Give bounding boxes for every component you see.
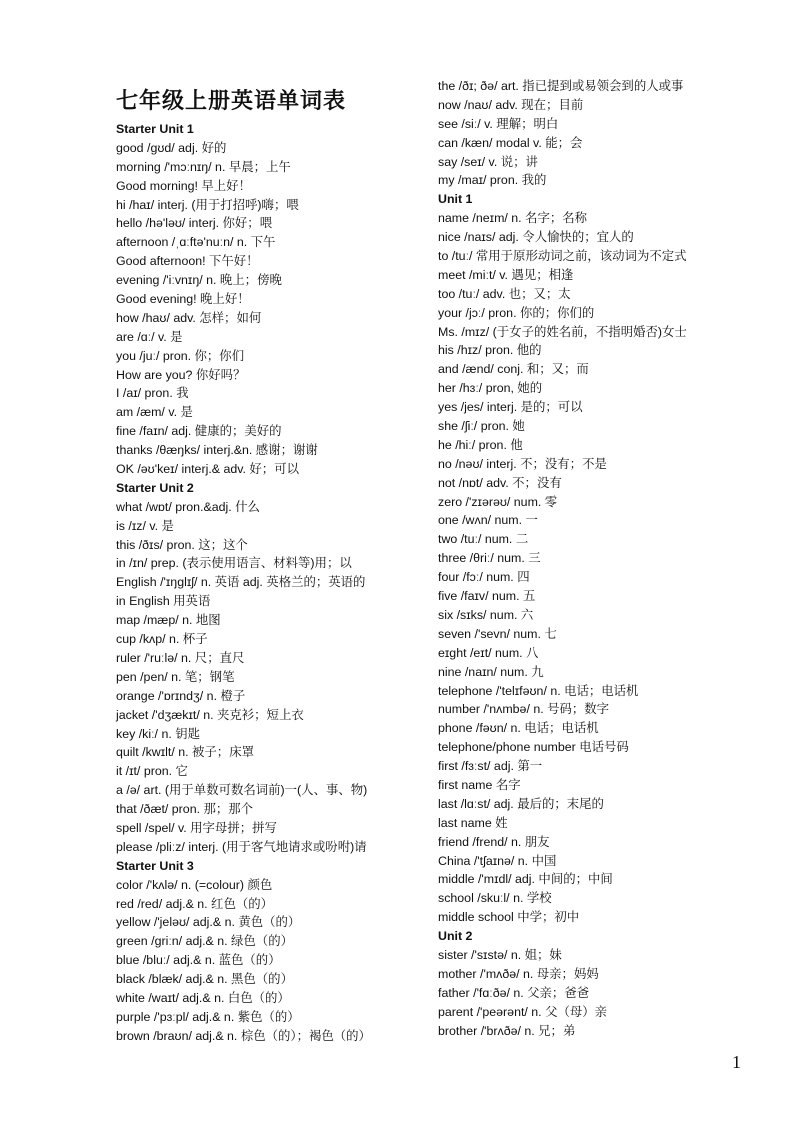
vocabulary-entry: spell /spel/ v. 用字母拼；拼写 [116, 820, 277, 835]
vocabulary-entry: thanks /θæŋks/ interj.&n. 感谢；谢谢 [116, 443, 318, 458]
vocabulary-entry: too /tuː/ adv. 也；又；太 [438, 286, 571, 301]
vocabulary-entry: Good morning! 早上好！ [116, 178, 251, 193]
vocabulary-entry: pen /pen/ n. 笔；钢笔 [116, 669, 235, 684]
vocabulary-entry: key /kiː/ n. 钥匙 [116, 726, 200, 741]
vocabulary-entry: number /'nʌmbə/ n. 号码；数字 [438, 702, 610, 717]
vocabulary-entry: he /hiː/ pron. 他 [438, 437, 523, 452]
vocabulary-entry: not /nɒt/ adv. 不；没有 [438, 475, 562, 490]
vocabulary-entry: black /blæk/ adj.& n. 黑色（的） [116, 972, 293, 987]
vocabulary-entry: seven /'sevn/ num. 七 [438, 626, 557, 641]
vocabulary-entry: eɪght /eɪt/ num. 八 [438, 645, 539, 660]
vocabulary-entry: name /neɪm/ n. 名字；名称 [438, 211, 588, 226]
vocabulary-entry: zero /'zɪərəʊ/ num. 零 [438, 494, 558, 509]
vocabulary-entry: the /ðɪ; ðə/ art. 指已提到或易领会到的人或事 [438, 79, 684, 93]
vocabulary-column-left [116, 120, 446, 1046]
vocabulary-entry: brother /'brʌðə/ n. 兄；弟 [438, 1023, 576, 1038]
unit-heading: Starter Unit 2 [116, 480, 194, 495]
vocabulary-entry: morning /'mɔːnɪŋ/ n. 早晨；上午 [116, 159, 291, 174]
vocabulary-entry: four /fɔː/ num. 四 [438, 570, 530, 585]
page-title: 七年级上册英语单词表 [116, 89, 347, 114]
vocabulary-entry: telephone/phone number 电话号码 [438, 740, 629, 755]
vocabulary-entry: green /griːn/ adj.& n. 绿色（的） [116, 934, 293, 949]
unit-heading: Starter Unit 1 [116, 122, 194, 136]
vocabulary-entry: white /waɪt/ adj.& n. 白色（的） [116, 990, 290, 1005]
vocabulary-entry: three /θriː/ num. 三 [438, 551, 541, 566]
vocabulary-entry: phone /fəʊn/ n. 电话；电话机 [438, 721, 599, 736]
vocabulary-entry: first name 名字 [438, 777, 521, 792]
vocabulary-entry: middle school 中学；初中 [438, 910, 580, 925]
vocabulary-entry: her /hɜː/ pron, 她的 [438, 381, 543, 396]
vocabulary-entry: last name 姓 [438, 815, 508, 830]
vocabulary-entry: it /ɪt/ pron. 它 [116, 764, 188, 779]
vocabulary-entry: blue /bluː/ adj.& n. 蓝色（的） [116, 953, 281, 968]
vocabulary-entry: no /nəʊ/ interj. 不；没有；不是 [438, 456, 607, 471]
vocabulary-entry: now /naʊ/ adv. 现在；目前 [438, 97, 584, 112]
vocabulary-entry: purple /'pɜːpl/ adj.& n. 紫色（的） [116, 1009, 300, 1024]
vocabulary-entry: a /ə/ art. (用于单数可数名词前)一(人、事、物) [116, 783, 368, 798]
vocabulary-entry: in English 用英语 [116, 594, 211, 609]
vocabulary-entry: I /aɪ/ pron. 我 [116, 386, 189, 401]
vocabulary-entry: orange /'ɒrɪndʒ/ n. 橙子 [116, 688, 246, 703]
vocabulary-entry: what /wɒt/ pron.&adj. 什么 [116, 499, 260, 514]
vocabulary-entry: color /'kʌlə/ n. (=colour) 颜色 [116, 877, 273, 892]
vocabulary-entry: school /skuːl/ n. 学校 [438, 891, 552, 906]
vocabulary-entry: my /maɪ/ pron. 我的 [438, 173, 547, 188]
vocabulary-entry: that /ðæt/ pron. 那；那个 [116, 802, 254, 817]
vocabulary-entry: five /faɪv/ num. 五 [438, 589, 536, 604]
vocabulary-entry: you /juː/ pron. 你；你们 [116, 348, 245, 363]
vocabulary-entry: last /lɑːst/ adj. 最后的；末尾的 [438, 796, 604, 811]
vocabulary-entry: Ms. /mɪz/ (于女子的姓名前，不指明婚否)女士 [438, 324, 687, 339]
vocabulary-entry: fine /faɪn/ adj. 健康的；美好的 [116, 424, 282, 439]
vocabulary-entry: quilt /kwɪlt/ n. 被子；床罩 [116, 745, 254, 760]
vocabulary-entry: hello /hə'ləʊ/ interj. 你好；喂 [116, 216, 273, 231]
vocabulary-entry: red /red/ adj.& n. 红色（的） [116, 896, 274, 911]
vocabulary-entry: this /ðɪs/ pron. 这；这个 [116, 537, 248, 552]
vocabulary-entry: say /seɪ/ v. 说；讲 [438, 154, 538, 169]
unit-heading: Unit 2 [438, 929, 473, 944]
vocabulary-entry: can /kæn/ modal v. 能；会 [438, 135, 583, 150]
vocabulary-entry: cup /kʌp/ n. 杯子 [116, 632, 208, 647]
vocabulary-entry: see /siː/ v. 理解；明白 [438, 116, 559, 131]
vocabulary-entry: afternoon /ˌɑːftə'nuːn/ n. 下午 [116, 235, 276, 250]
vocabulary-entry: to /tuː/ 常用于原形动词之前，该动词为不定式 [438, 249, 687, 264]
vocabulary-entry: nice /naɪs/ adj. 令人愉快的；宜人的 [438, 230, 634, 245]
unit-heading: Unit 1 [438, 192, 473, 207]
vocabulary-entry: is /ɪz/ v. 是 [116, 518, 174, 533]
vocabulary-entry: mother /'mʌðə/ n. 母亲；妈妈 [438, 966, 599, 981]
vocabulary-entry: nine /naɪn/ num. 九 [438, 664, 544, 679]
vocabulary-entry: friend /frend/ n. 朋友 [438, 834, 550, 849]
vocabulary-entry: OK /əʊ'keɪ/ interj.& adv. 好；可以 [116, 462, 299, 477]
vocabulary-entry: and /ænd/ conj. 和；又；而 [438, 362, 589, 377]
vocabulary-entry: Good afternoon! 下午好！ [116, 254, 259, 269]
vocabulary-entry: middle /'mɪdl/ adj. 中间的；中间 [438, 872, 613, 887]
vocabulary-entry: hi /haɪ/ interj. (用于打招呼)嗨；喂 [116, 197, 299, 212]
vocabulary-entry: good /gʊd/ adj. 好的 [116, 140, 227, 155]
vocabulary-entry: evening /'iːvnɪŋ/ n. 晚上；傍晚 [116, 273, 282, 288]
unit-heading: Starter Unit 3 [116, 858, 194, 873]
vocabulary-entry: in /ɪn/ prep. (表示使用语言、材料等)用；以 [116, 556, 352, 571]
vocabulary-entry: ruler /'ruːlə/ n. 尺；直尺 [116, 650, 245, 665]
vocabulary-entry: meet /miːt/ v. 遇见；相逢 [438, 267, 574, 282]
vocabulary-entry: jacket /'dʒækɪt/ n. 夹克衫；短上衣 [116, 707, 304, 722]
vocabulary-entry: sister /'sɪstə/ n. 姐；妹 [438, 947, 562, 962]
vocabulary-entry: how /haʊ/ adv. 怎样；如何 [116, 310, 262, 325]
vocabulary-entry: brown /braʊn/ adj.& n. 棕色（的）；褐色（的） [116, 1028, 371, 1043]
vocabulary-entry: China /'tʃaɪnə/ n. 中国 [438, 853, 557, 868]
vocabulary-entry: one /wʌn/ num. 一 [438, 513, 538, 528]
vocabulary-entry: yes /jes/ interj. 是的；可以 [438, 400, 583, 415]
vocabulary-entry: How are you? 你好吗？ [116, 367, 246, 382]
vocabulary-entry: please /pliːz/ interj. (用于客气地请求或吩咐)请 [116, 839, 367, 854]
vocabulary-entry: your /jɔː/ pron. 你的；你们的 [438, 305, 595, 320]
vocabulary-entry: map /mæp/ n. 地图 [116, 613, 221, 628]
vocabulary-column-right [438, 77, 768, 1040]
vocabulary-entry: telephone /'telɪfəʊn/ n. 电话；电话机 [438, 683, 639, 698]
vocabulary-entry: yellow /'jeləʊ/ adj.& n. 黄色（的） [116, 915, 301, 930]
vocabulary-entry: first /fɜːst/ adj. 第一 [438, 759, 543, 774]
vocabulary-entry: six /sɪks/ num. 六 [438, 607, 534, 622]
vocabulary-entry: Good evening! 晚上好！ [116, 292, 250, 307]
vocabulary-entry: father /'fɑːðə/ n. 父亲；爸爸 [438, 985, 590, 1000]
vocabulary-entry: are /ɑː/ v. 是 [116, 329, 183, 344]
vocabulary-entry: his /hɪz/ pron. 他的 [438, 343, 542, 358]
vocabulary-entry: English /'ɪŋglɪʃ/ n. 英语 adj. 英格兰的；英语的 [116, 575, 366, 590]
vocabulary-entry: am /æm/ v. 是 [116, 405, 193, 420]
vocabulary-entry: two /tuː/ num. 二 [438, 532, 529, 547]
vocabulary-entry: parent /'peərənt/ n. 父（母）亲 [438, 1004, 608, 1019]
vocabulary-entry: she /ʃiː/ pron. 她 [438, 419, 525, 434]
page-number: 1 [732, 1052, 741, 1072]
